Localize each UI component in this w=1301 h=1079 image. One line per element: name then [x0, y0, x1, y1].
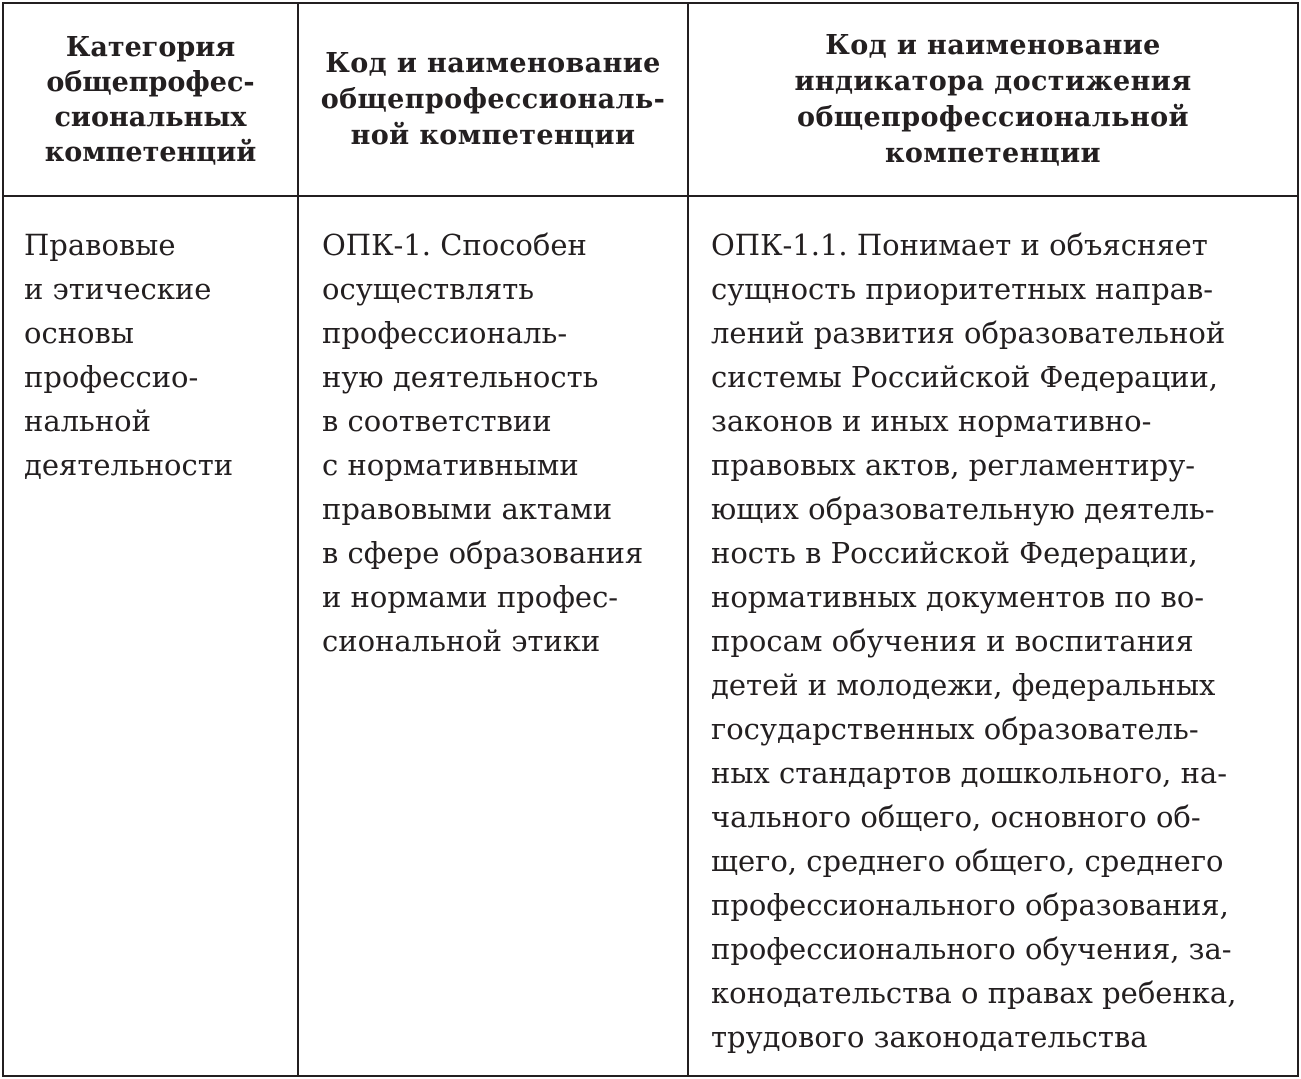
- text-line: правовыми актами: [322, 492, 613, 526]
- text-line: нормативных документов по во-: [711, 580, 1205, 614]
- text-line: и этические: [24, 272, 212, 306]
- text-line: ную деятельность: [322, 360, 599, 394]
- text-line: в соответствии: [322, 404, 552, 438]
- text-line: профессионального образования,: [711, 888, 1229, 922]
- text-line: ющих образовательную деятель-: [711, 492, 1215, 526]
- header-cell-category: [4, 4, 297, 195]
- cell-indicator: [711, 197, 1296, 1075]
- text-line: сиональной этики: [322, 624, 601, 658]
- text-line: детей и молодежи, федеральных: [711, 668, 1216, 702]
- text-line: сущность приоритетных направ-: [711, 272, 1214, 306]
- text-line: профессиональ-: [322, 316, 568, 350]
- text-line: профессио-: [24, 360, 199, 394]
- text-line: профессионального обучения, за-: [711, 932, 1232, 966]
- cell-category: [24, 197, 294, 1075]
- header-line: Код и наименование: [825, 29, 1161, 61]
- text-line: ОПК-1. Способен: [322, 228, 587, 262]
- header-line: компетенций: [44, 136, 257, 168]
- text-line: трудового законодательства: [711, 1020, 1148, 1054]
- text-line: и нормами профес-: [322, 580, 619, 614]
- header-line: Код и наименование: [325, 47, 661, 79]
- header-line: общепрофес-: [46, 66, 255, 98]
- header-line: сиональных: [54, 101, 247, 133]
- text-line: чального общего, основного об-: [711, 800, 1201, 834]
- text-line: конодательства о правах ребенка,: [711, 976, 1237, 1010]
- text-line: в сфере образования: [322, 536, 644, 570]
- text-line: законов и иных нормативно-: [711, 404, 1152, 438]
- text-line: ОПК-1.1. Понимает и объясняет: [711, 228, 1208, 262]
- header-line: Категория: [65, 31, 236, 63]
- text-line: осуществлять: [322, 272, 535, 306]
- text-line: просам обучения и воспитания: [711, 624, 1194, 658]
- text-line: системы Российской Федерации,: [711, 360, 1218, 394]
- cell-competency: [322, 197, 684, 1075]
- text-line: Правовые: [24, 228, 176, 262]
- text-line: ных стандартов дошкольного, на-: [711, 756, 1228, 790]
- text-line: нальной: [24, 404, 151, 438]
- text-line: ность в Российской Федерации,: [711, 536, 1198, 570]
- text-line: щего, среднего общего, среднего: [711, 844, 1224, 878]
- text-line: государственных образователь-: [711, 712, 1199, 746]
- text-line: лений развития образовательной: [711, 316, 1226, 350]
- text-line: основы: [24, 316, 134, 350]
- header-line: общепрофессиональной: [797, 101, 1189, 133]
- header-line: ной компетенции: [350, 119, 636, 151]
- text-line: с нормативными: [322, 448, 579, 482]
- header-line: общепрофессиональ-: [320, 83, 666, 115]
- text-line: правовых актов, регламентиру-: [711, 448, 1196, 482]
- header-line: индикатора достижения: [794, 65, 1192, 97]
- text-line: деятельности: [24, 448, 234, 482]
- header-cell-competency: [299, 4, 687, 195]
- header-line: компетенции: [885, 137, 1101, 169]
- competency-table: [2, 2, 1299, 1077]
- header-cell-indicator: [689, 4, 1297, 195]
